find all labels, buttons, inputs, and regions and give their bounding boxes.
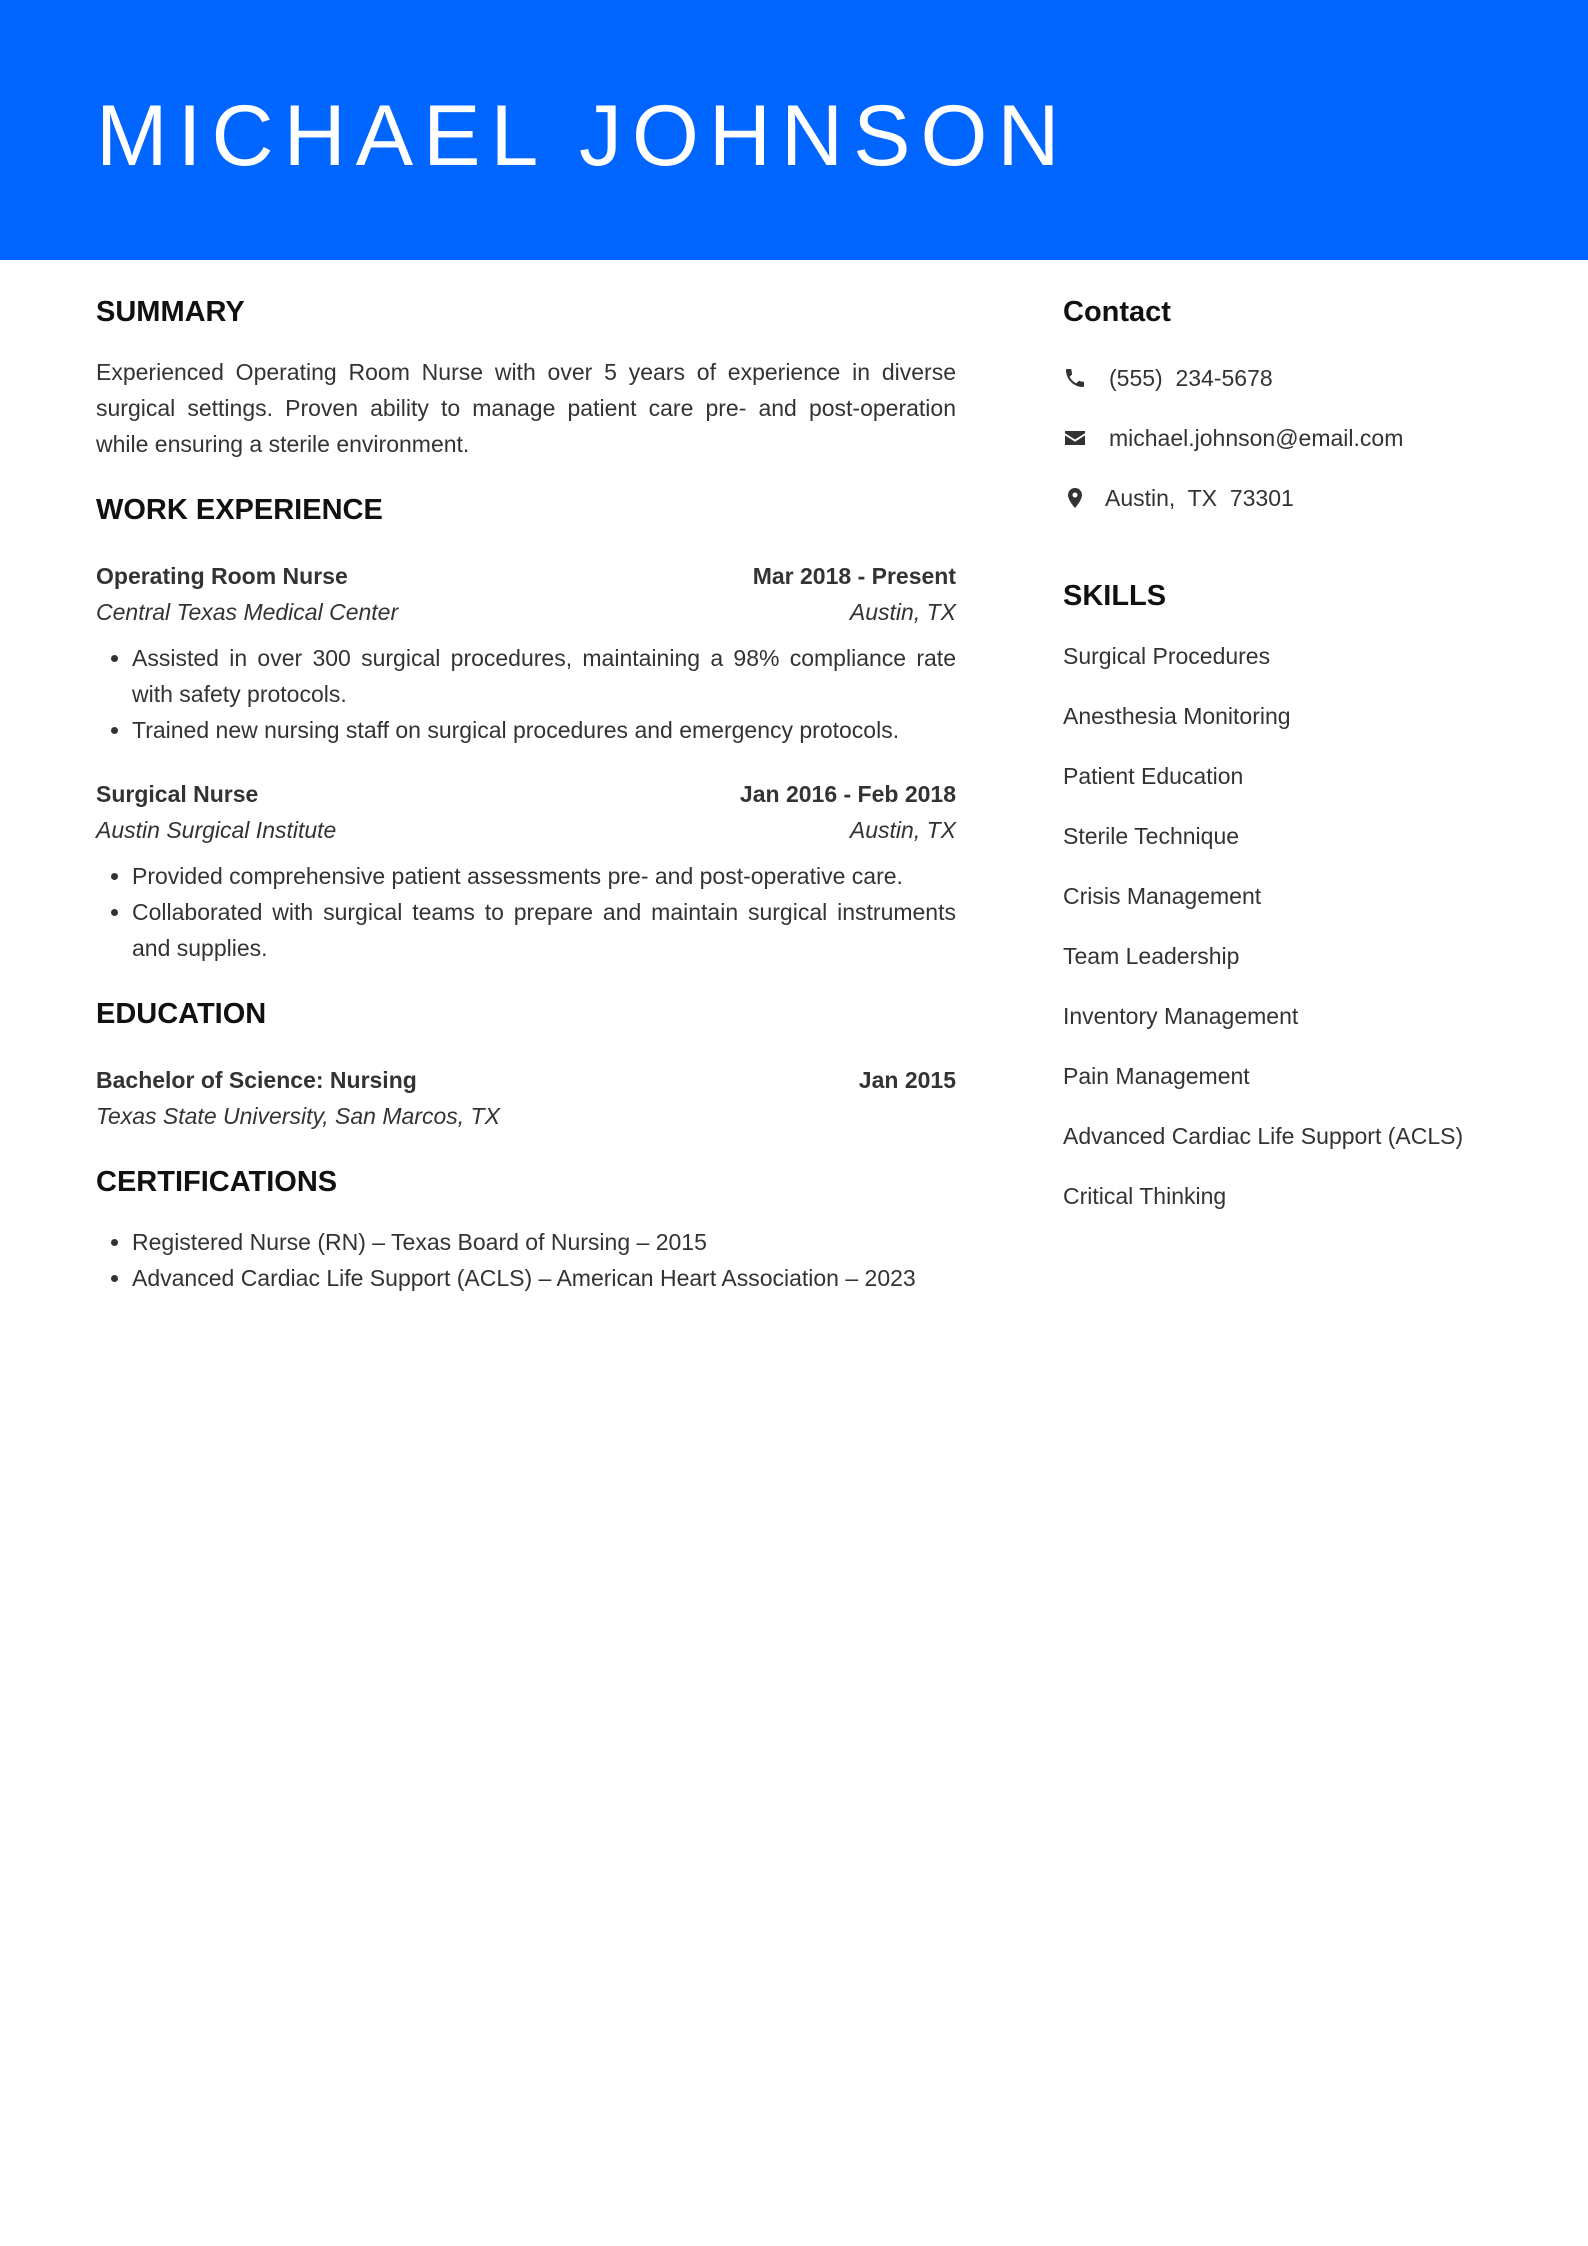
job-title: Operating Room Nurse bbox=[96, 563, 348, 589]
skill-item: Crisis Management bbox=[1063, 883, 1262, 909]
skill-item: Patient Education bbox=[1063, 763, 1244, 789]
education-entry bbox=[96, 1062, 956, 1134]
summary-section bbox=[96, 292, 956, 462]
header-banner bbox=[0, 0, 1588, 260]
skill-item: Sterile Technique bbox=[1063, 823, 1240, 849]
job-entry bbox=[96, 558, 956, 748]
envelope-icon bbox=[1063, 426, 1087, 450]
contact-heading: Contact bbox=[1063, 296, 1171, 328]
email-address: michael.johnson@email.com bbox=[1109, 424, 1404, 451]
education-heading: EDUCATION bbox=[96, 998, 267, 1030]
location: Austin, TX 73301 bbox=[1105, 484, 1294, 511]
skills-heading: SKILLS bbox=[1063, 580, 1167, 612]
skill-item: Anesthesia Monitoring bbox=[1063, 703, 1291, 729]
job-title: Surgical Nurse bbox=[96, 781, 259, 807]
education-section bbox=[96, 994, 956, 1134]
phone-number: (555) 234-5678 bbox=[1109, 364, 1273, 391]
phone-icon bbox=[1063, 366, 1087, 390]
job-bullet: • Trained new nursing staff on surgical procedures and emergency protocols. bbox=[132, 712, 956, 748]
skill-item: Advanced Cardiac Life Support (ACLS) bbox=[1063, 1123, 1464, 1149]
job-location: Austin, TX bbox=[849, 817, 956, 843]
skill-item: Surgical Procedures bbox=[1063, 643, 1271, 669]
contact-list bbox=[1063, 360, 1523, 516]
skill-item: Pain Management bbox=[1063, 1063, 1250, 1089]
skills-list bbox=[1063, 638, 1523, 1238]
degree: Bachelor of Science: Nursing bbox=[96, 1067, 417, 1093]
map-pin-icon bbox=[1063, 486, 1087, 510]
certifications-list bbox=[96, 1224, 956, 1296]
summary-heading: SUMMARY bbox=[96, 296, 245, 328]
job-bullet: • Collaborated with surgical teams to prepare and maintain surgical instruments and supplies. bbox=[132, 894, 956, 966]
job-location: Austin, TX bbox=[849, 599, 956, 625]
job-dates: Mar 2018 - Present bbox=[752, 563, 956, 589]
job-company: Central Texas Medical Center bbox=[96, 599, 399, 625]
job-entry bbox=[96, 776, 956, 966]
skill-item: Team Leadership bbox=[1063, 943, 1240, 969]
certification-item: • Registered Nurse (RN) – Texas Board of Nursing – 2015 bbox=[132, 1224, 956, 1260]
summary-text: Experienced Operating Room Nurse with over 5 years of experience in diverse surgical settings. Proven ability to manage patient care pre- and post-operation while ensuring a sterile environment. bbox=[96, 359, 956, 457]
contact-location bbox=[1063, 480, 1523, 516]
work-experience-heading: WORK EXPERIENCE bbox=[96, 494, 383, 526]
job-bullets bbox=[96, 640, 956, 748]
skill-item: Inventory Management bbox=[1063, 1003, 1299, 1029]
job-bullets bbox=[96, 858, 956, 966]
job-bullet: • Provided comprehensive patient assessments pre- and post-operative care. bbox=[132, 858, 956, 894]
sidebar-column bbox=[1063, 292, 1523, 1238]
job-company: Austin Surgical Institute bbox=[96, 817, 337, 843]
certification-item: • Advanced Cardiac Life Support (ACLS) – American Heart Association – 2023 bbox=[132, 1260, 956, 1296]
graduation-date: Jan 2015 bbox=[858, 1067, 956, 1093]
work-experience-section bbox=[96, 490, 956, 966]
certifications-heading: CERTIFICATIONS bbox=[96, 1166, 338, 1198]
contact-phone bbox=[1063, 360, 1523, 396]
candidate-name: MICHAEL JOHNSON bbox=[96, 88, 1070, 184]
skill-item: Critical Thinking bbox=[1063, 1183, 1227, 1209]
school: Texas State University, San Marcos, TX bbox=[96, 1103, 500, 1129]
contact-email bbox=[1063, 420, 1523, 456]
job-dates: Jan 2016 - Feb 2018 bbox=[739, 781, 956, 807]
job-bullet: • Assisted in over 300 surgical procedures, maintaining a 98% compliance rate with safety protocols. bbox=[132, 640, 956, 712]
main-column bbox=[96, 292, 956, 1296]
certifications-section bbox=[96, 1162, 956, 1296]
